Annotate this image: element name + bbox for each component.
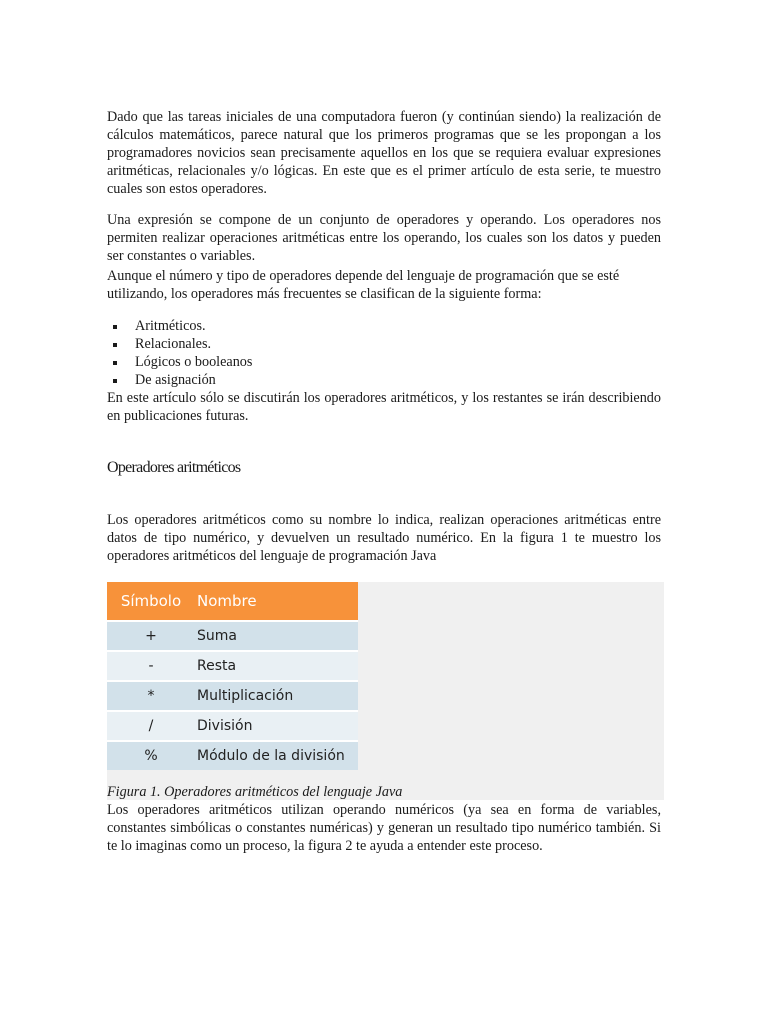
list-item-label: De asignación — [135, 371, 216, 388]
cell-name: Suma — [195, 621, 358, 651]
list-item — [113, 336, 252, 354]
list-item-label: Lógicos o booleanos — [135, 353, 253, 370]
intro-paragraph: Dado que las tareas iniciales de una computadora fueron (y continúan siendo) la realización de cálculos matemáticos, parece natural que los primeros programas que se les propongan a los programadores novicios sean precisamente aquellos en los que se requiera evaluar expresiones aritméticas, relacionales y/o lógicas. En este que es el primer artículo de esta serie, te muestro cuales son estos operadores. — [107, 109, 661, 197]
cell-symbol: - — [107, 651, 195, 681]
operators-table — [107, 582, 358, 770]
cell-symbol: * — [107, 681, 195, 711]
cell-symbol: + — [107, 621, 195, 651]
cell-symbol: % — [107, 741, 195, 770]
list-item — [113, 318, 252, 336]
classification-paragraph: Aunque el número y tipo de operadores depende del lenguaje de programación que se esté utilizando, los operadores más frecuentes se clasifican de la siguiente forma: — [107, 268, 620, 302]
table-row — [107, 741, 358, 770]
bullet-icon — [113, 343, 117, 347]
table-row — [107, 711, 358, 741]
cell-name: Módulo de la división — [195, 741, 358, 770]
closing-paragraph: Los operadores aritméticos utilizan operando numéricos (ya sea en forma de variables, constantes simbólicas o constantes numéricas) y generan un resultado tipo numérico también. Si te lo imaginas como un proceso, la figura 2 te ayuda a entender este proceso. — [107, 802, 661, 854]
bullet-icon — [113, 325, 117, 329]
bullet-icon — [113, 361, 117, 365]
cell-name: División — [195, 711, 358, 741]
bullet-icon — [113, 379, 117, 383]
scope-paragraph: En este artículo sólo se discutirán los operadores aritméticos, y los restantes se irán describiendo en publicaciones futuras. — [107, 390, 661, 424]
list-item-label: Aritméticos. — [135, 318, 206, 334]
list-item — [113, 354, 252, 372]
cell-symbol: / — [107, 711, 195, 741]
table-row — [107, 681, 358, 711]
cell-name: Resta — [195, 651, 358, 681]
expression-paragraph: Una expresión se compone de un conjunto de operadores y operando. Los operadores nos permiten realizar operaciones aritméticas entre los operando, los cuales son los datos y pueden ser constantes o variables. — [107, 212, 661, 264]
cell-name: Multiplicación — [195, 681, 358, 711]
arithmetic-paragraph: Los operadores aritméticos como su nombre lo indica, realizan operaciones aritméticas entre datos de tipo numérico, y devuelven un resultado numérico. En la figura 1 te muestro los operadores aritméticos del lenguaje de programación Java — [107, 512, 661, 564]
list-item-label: Relacionales. — [135, 335, 212, 352]
header-name: Nombre — [195, 582, 358, 621]
table-header-row — [107, 582, 358, 621]
list-item — [113, 372, 252, 390]
table-row — [107, 621, 358, 651]
table-row — [107, 651, 358, 681]
operator-types-list — [113, 318, 252, 390]
figure-caption: Figura 1. Operadores aritméticos del lenguaje Java — [107, 784, 403, 800]
section-heading: Operadores aritméticos — [107, 459, 241, 476]
header-symbol: Símbolo — [107, 582, 195, 621]
